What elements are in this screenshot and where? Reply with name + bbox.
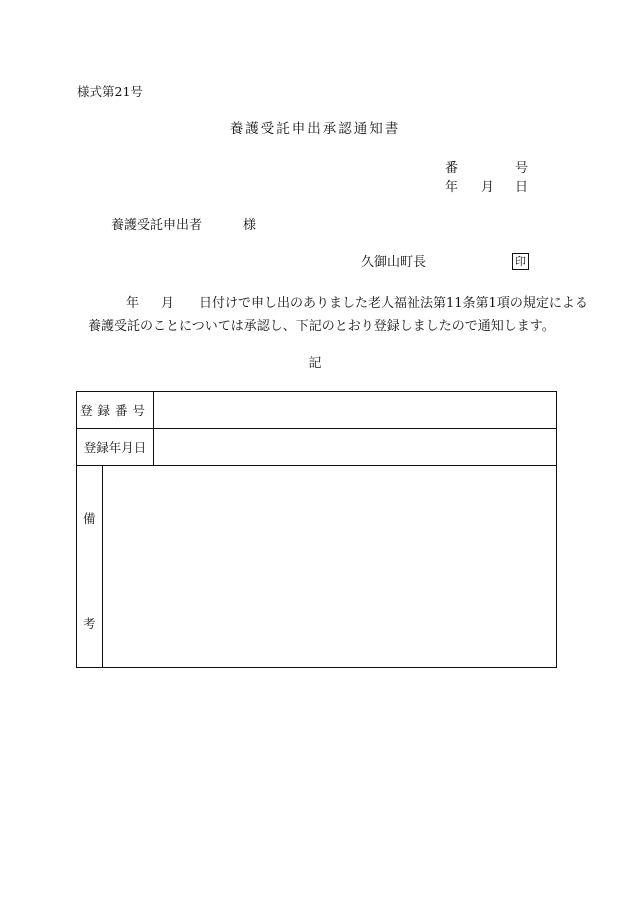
remarks-row (77, 466, 557, 668)
addressee-label: 養護受託申出者 (111, 218, 203, 233)
seal-mark: 印 (512, 253, 529, 270)
remarks-cell (77, 466, 557, 668)
day-label: 日 (515, 180, 529, 195)
registration-number-row (77, 392, 557, 429)
remarks-label-column (77, 466, 103, 667)
honorific: 様 (243, 218, 257, 233)
number-label: 番 (445, 161, 459, 176)
document-title: 養護受託申出承認通知書 (229, 121, 401, 137)
body-year-label: 年 (126, 296, 140, 311)
body-month-label: 月 (161, 296, 175, 311)
form-number: 様式第21号 (77, 84, 143, 99)
registration-table (76, 391, 557, 668)
registration-date-label: 登録年月日 (77, 429, 154, 466)
year-label: 年 (445, 180, 459, 195)
registration-date-value (154, 429, 557, 466)
number-suffix: 号 (515, 161, 529, 176)
registration-date-row (77, 429, 557, 466)
remarks-label-bottom: 考 (83, 616, 96, 631)
body-text-line-2: 養護受託のことについては承認し、下記のとおり登録しましたので通知します。 (88, 319, 555, 334)
note-heading: 記 (308, 356, 322, 371)
month-label: 月 (481, 180, 495, 195)
registration-number-label: 登録番号 (77, 392, 154, 429)
remarks-label-top: 備 (83, 511, 96, 526)
registration-number-value (154, 392, 557, 429)
issuer-name: 久御山町長 (361, 255, 427, 270)
body-text-line-1: 日付けで申し出のありました老人福祉法第11条第1項の規定による (199, 296, 588, 311)
